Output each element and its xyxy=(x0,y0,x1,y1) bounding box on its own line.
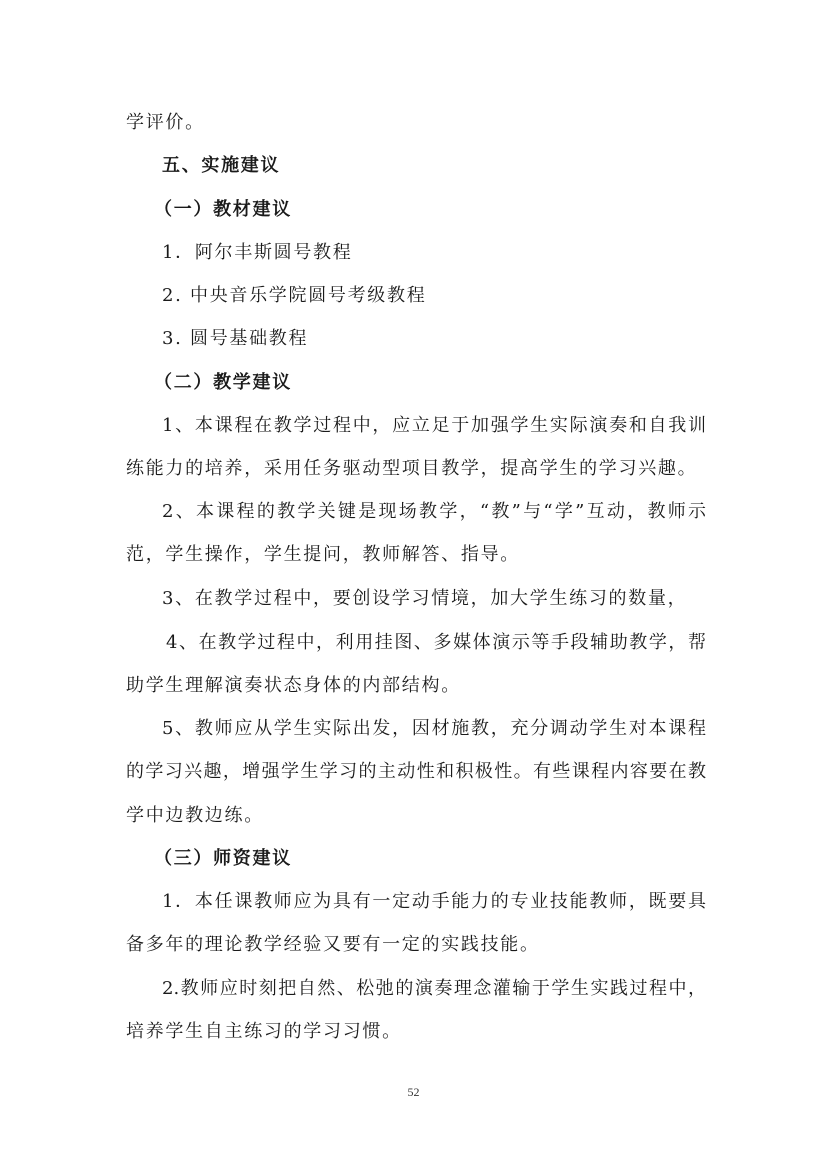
paragraph-line: 4、在教学过程中，利用挂图、多媒体演示等手段辅助教学，帮 xyxy=(166,632,706,653)
subsection-heading: （二）教学建议 xyxy=(154,372,292,393)
list-item: 3. 圆号基础教程 xyxy=(162,328,309,349)
paragraph-line: 的学习兴趣，增强学生学习的主动性和积极性。有些课程内容要在教 xyxy=(126,761,706,782)
subsection-heading: （一）教材建议 xyxy=(154,199,292,220)
paragraph-line: 5、教师应从学生实际出发，因材施教，充分调动学生对本课程 xyxy=(162,718,706,739)
paragraph-line: 备多年的理论教学经验又要有一定的实践技能。 xyxy=(126,934,540,955)
paragraph-line: 学评价。 xyxy=(126,112,205,133)
paragraph-line: 范，学生操作，学生提问，教师解答、指导。 xyxy=(126,544,520,565)
subsection-heading: （三）师资建议 xyxy=(154,848,292,869)
list-item: 1．阿尔丰斯圆号教程 xyxy=(162,242,353,263)
paragraph-line: 2、本课程的教学关键是现场教学，“教”与“学”互动，教师示 xyxy=(162,501,706,522)
paragraph-line: 培养学生自主练习的学习习惯。 xyxy=(126,1021,402,1042)
paragraph-line: 助学生理解演奏状态身体的内部结构。 xyxy=(126,675,461,696)
paragraph-line: 1、本课程在教学过程中，应立足于加强学生实际演奏和自我训 xyxy=(162,415,706,436)
paragraph-line: 练能力的培养，采用任务驱动型项目教学，提高学生的学习兴趣。 xyxy=(126,458,698,479)
paragraph-line: 1．本任课教师应为具有一定动手能力的专业技能教师，既要具 xyxy=(162,891,706,912)
page-number: 52 xyxy=(407,1085,420,1099)
paragraph-line: 3、在教学过程中，要创设学习情境，加大学生练习的数量， xyxy=(162,588,688,609)
list-item: 2. 中央音乐学院圆号考级教程 xyxy=(162,285,427,306)
paragraph-line: 2.教师应时刻把自然、松弛的演奏理念灌输于学生实践过程中， xyxy=(162,978,706,999)
paragraph-line: 学中边教边练。 xyxy=(126,805,264,826)
section-heading: 五、实施建议 xyxy=(162,155,281,176)
